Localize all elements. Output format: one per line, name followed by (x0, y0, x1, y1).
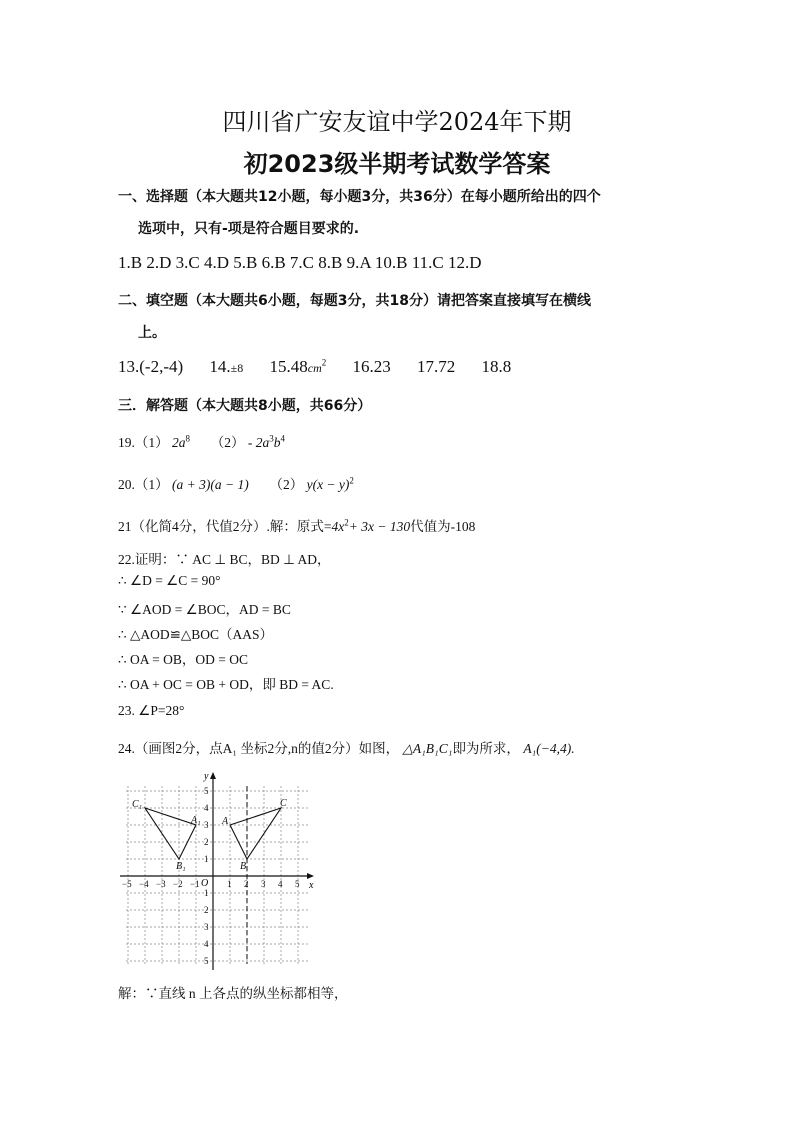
solution-line: 解：∵直线 n 上各点的纵坐标都相等， (118, 986, 348, 1001)
y-tick-label: 5 (204, 956, 209, 966)
q24-point: A₁(−4,4). (523, 741, 575, 756)
y-tick-label: 4 (204, 939, 209, 949)
y-tick-label: 5 (204, 786, 209, 796)
q20-answer: 20.（1） (a + 3)(a − 1) （2） $y(x - y)^2$ (118, 475, 354, 492)
answer-18: 18.8 (481, 357, 512, 376)
q22-line-6: ∴ OA + OC = OB + OD，即 BD = AC. (118, 677, 334, 692)
q22-line-4: ∴ △AOD≌△BOC（AAS） (118, 627, 274, 642)
answer-15-unit: cm (307, 361, 322, 375)
q19-expr-2: - 2a (247, 435, 270, 450)
x-tick-label: −4 (139, 879, 149, 889)
answer-16: 16.23 (352, 357, 391, 376)
x-tick-label: −2 (173, 879, 183, 889)
coordinate-figure (112, 766, 322, 976)
triangle-abc (230, 808, 281, 859)
answer-15-exp: 2 (321, 357, 327, 368)
q22-line-2: ∴ ∠D = ∠C = 90° (118, 573, 221, 588)
x-axis-label: x (309, 880, 314, 891)
title-line-2: 初2023级半期考试数学答案 (243, 150, 551, 178)
q24-triangle: △A₁B₁C₁ (402, 741, 453, 756)
section1-answers: 1.B 2.D 3.C 4.D 5.B 6.B 7.C 8.B 9.A 10.B 11.C 12.D (118, 253, 482, 272)
y-tick-label: 2 (204, 905, 209, 915)
point-label-c: C (280, 798, 287, 809)
x-tick-label: 4 (278, 879, 283, 889)
point-label-a: A (222, 816, 229, 827)
section1-heading-2: 选项中，只有-项是符合题目要求的. (138, 221, 360, 237)
grid (126, 786, 310, 964)
q19-expr-1: 2a (172, 435, 186, 450)
answer-15-label: 15.48 (269, 357, 308, 376)
x-tick-label: −1 (190, 879, 200, 889)
q22-line-1: 22.证明：∵ AC ⊥ BC，BD ⊥ AD， (118, 552, 331, 567)
x-tick-label: 3 (261, 879, 266, 889)
q22-line-5: ∴ OA = OB，OD = OC (118, 652, 248, 667)
origin-label: O (201, 878, 209, 889)
title-line-1: 四川省广安友谊中学2024年下期 (222, 108, 572, 136)
y-tick-label: 2 (204, 837, 209, 847)
x-axis-arrow (307, 873, 314, 879)
section3-heading: 三．解答题（本大题共8小题，共66分） (118, 398, 372, 414)
x-tick-label: 2 (244, 879, 249, 889)
x-tick-label: −5 (122, 879, 132, 889)
point-label-a1: A₁ (191, 815, 201, 826)
section1-heading-1: 一、选择题（本大题共12小题，每小题3分，共36分）在每小题所给出的四个 (118, 189, 601, 205)
answer-13: 13.(-2,-4) (118, 357, 184, 376)
section2-heading-2: 上。 (138, 325, 166, 341)
answer-17: 17.72 (417, 357, 456, 376)
q20-expr-1: (a + 3)(a − 1) (172, 477, 249, 492)
q20-expr-2: y(x − y) (306, 477, 350, 492)
x-tick-labels (122, 879, 300, 889)
answer-14-label: 14. (209, 357, 231, 376)
triangle-a1b1c1 (145, 808, 196, 859)
q22-line-3: ∵ ∠AOD = ∠BOC，AD = BC (118, 602, 291, 617)
y-tick-label: 4 (204, 803, 209, 813)
x-tick-label: 5 (295, 879, 300, 889)
y-tick-label: 1 (204, 888, 209, 898)
point-label-b: B (240, 861, 247, 872)
point-label-c1: C₁ (132, 799, 143, 810)
answer-14-value: ±8 (230, 361, 244, 375)
section2-heading-1: 二、填空题（本大题共6小题，每题3分，共18分）请把答案直接填写在横线 (118, 293, 591, 309)
x-tick-label: 1 (227, 879, 232, 889)
point-label-b1: B₁ (176, 861, 186, 872)
y-tick-label: 3 (204, 922, 209, 932)
y-axis-label: y (204, 771, 209, 782)
x-tick-label: −3 (156, 879, 166, 889)
q21-answer: 21（化简4分，代值2分）.解：原式$=4x^2+ 3x - 130$代值为-108 (118, 517, 476, 534)
q23-answer: 23. ∠P=28° (118, 703, 185, 718)
q19-answer: 19.（1） $2a^8$ $(2) - 2a^3b^4$ (118, 433, 285, 450)
y-axis-arrow (210, 772, 216, 779)
y-tick-label: 3 (204, 820, 209, 830)
q24-answer: 24.（画图2分，点A₁ 坐标2分,n的值2分）如图， △A₁B₁C₁即为所求， A₁(−4,4). (118, 741, 575, 756)
y-tick-label: 1 (204, 854, 209, 864)
section2-answers (118, 357, 511, 377)
